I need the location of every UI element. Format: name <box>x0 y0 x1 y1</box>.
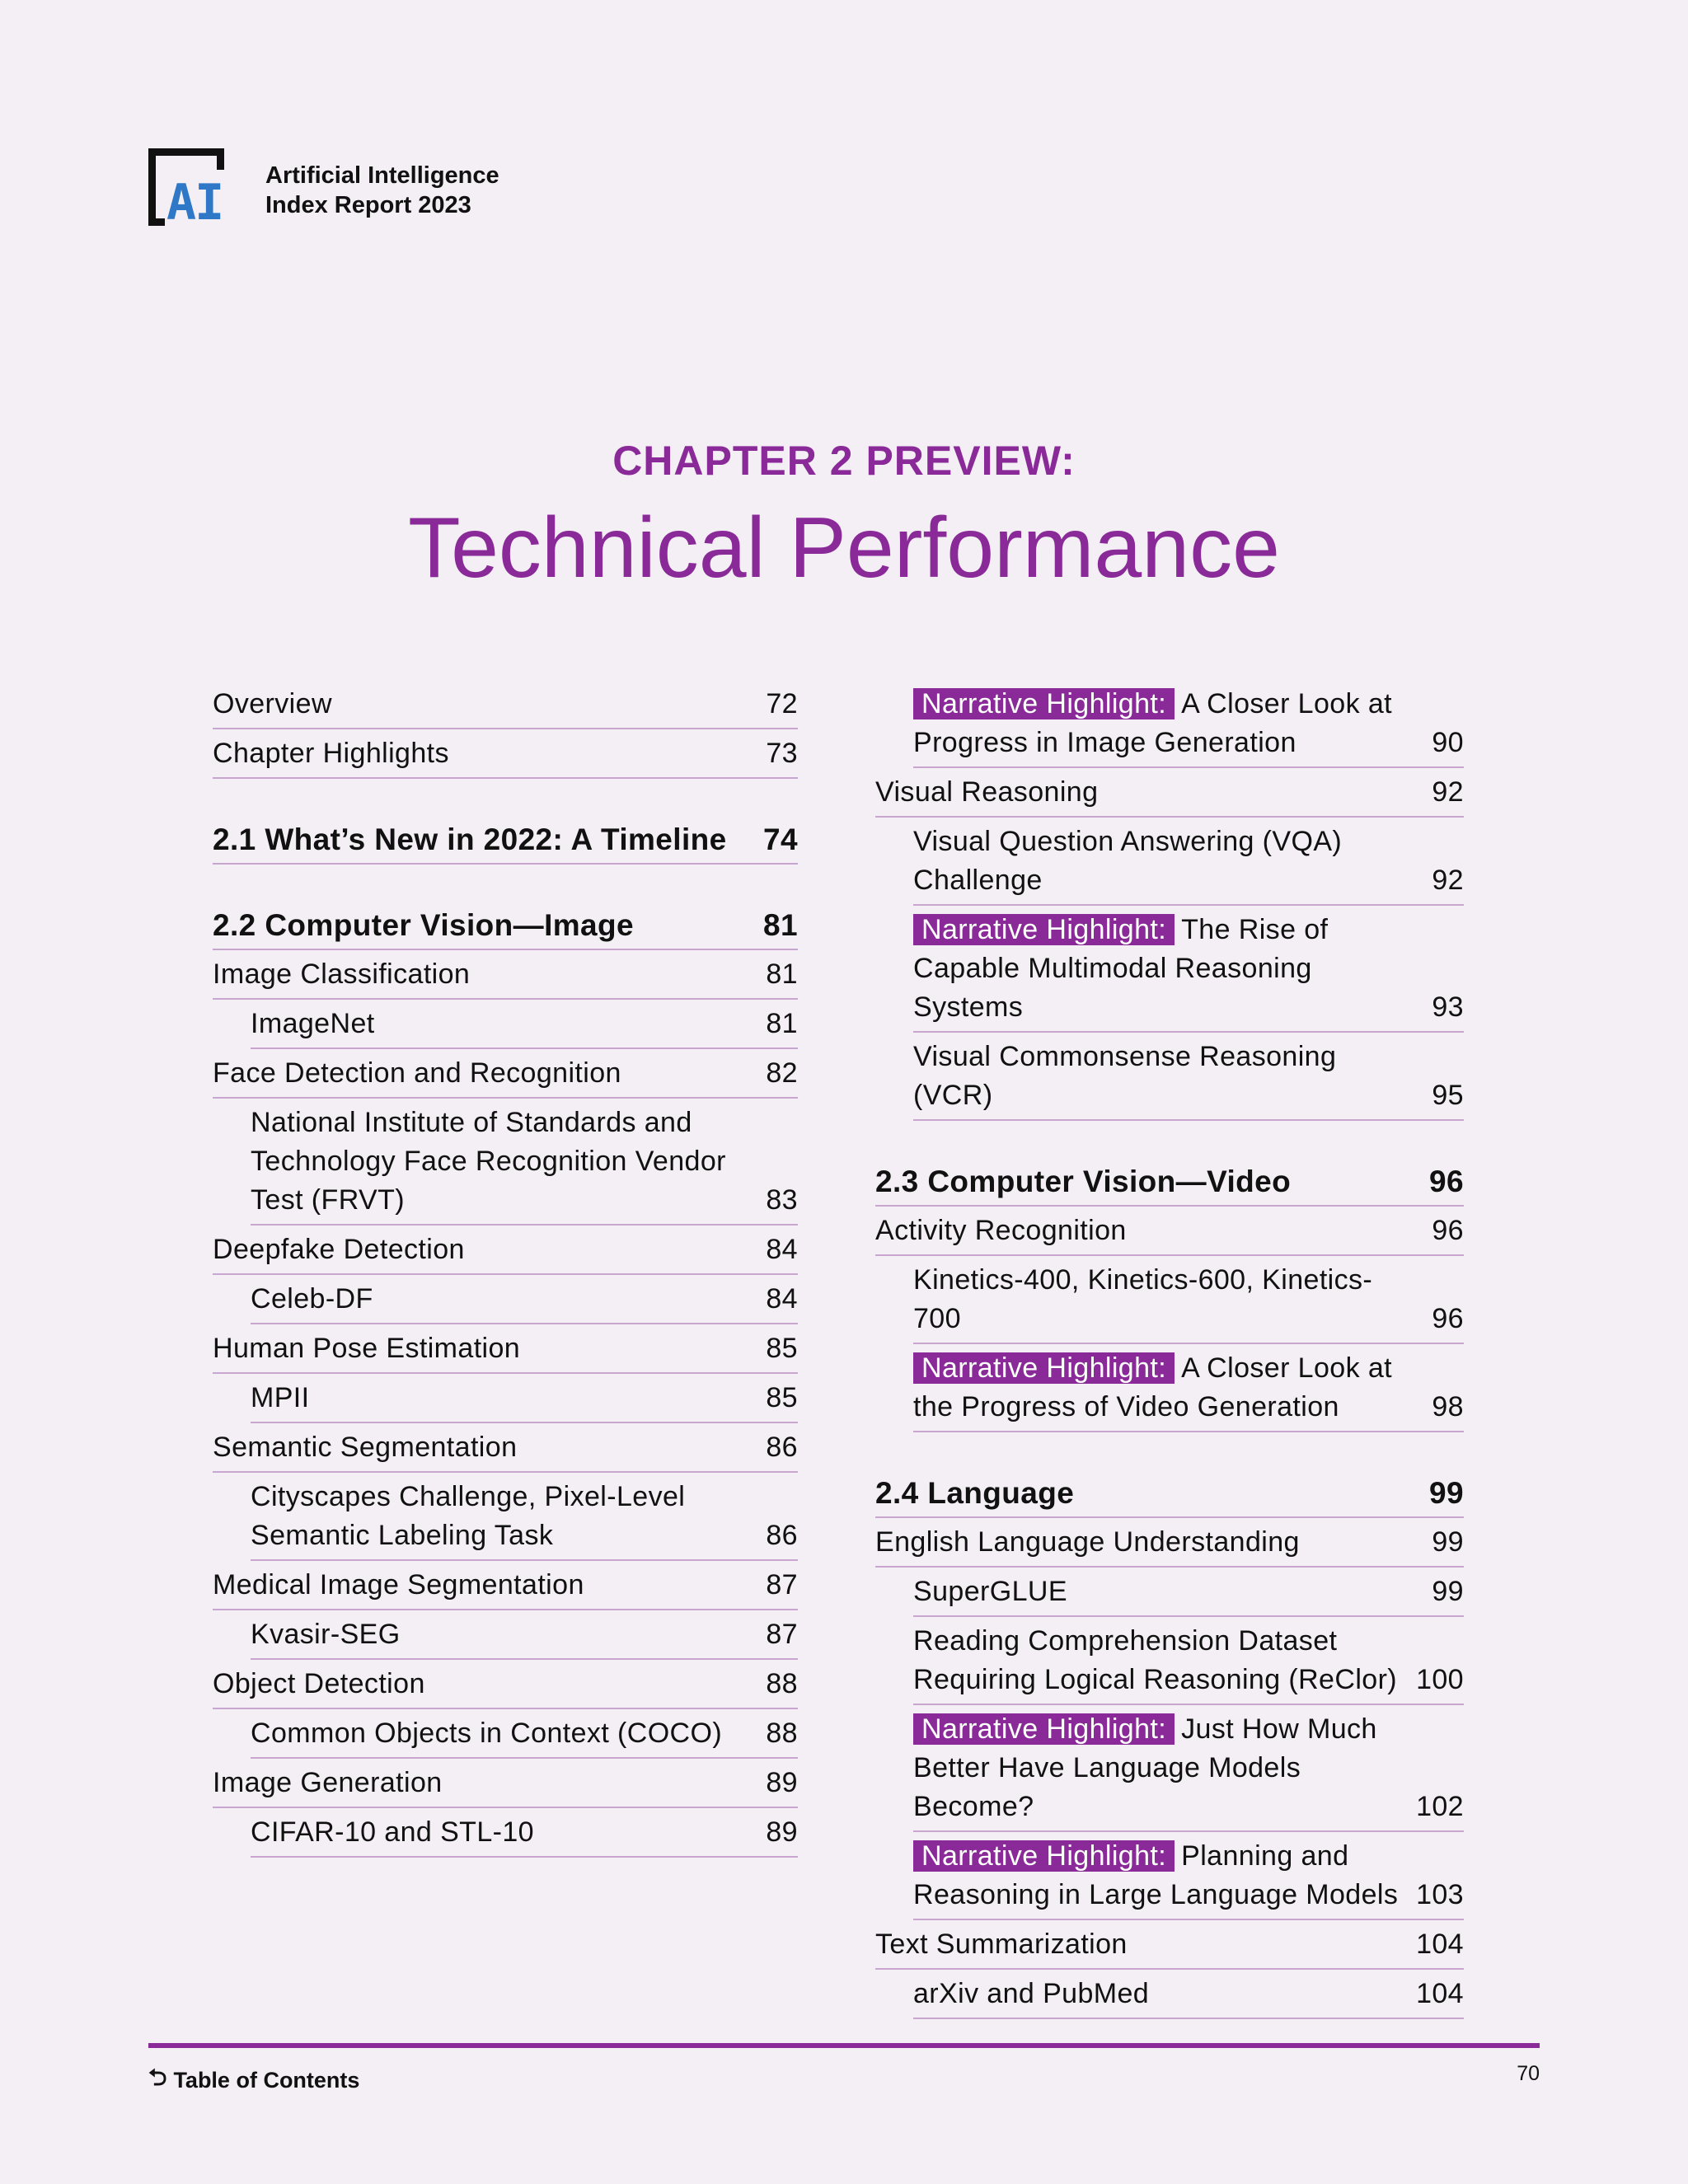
toc-entry[interactable] <box>875 1207 1464 1256</box>
toc-entry[interactable] <box>251 1709 798 1759</box>
toc-page-number: 96 <box>1432 1303 1464 1334</box>
toc-page-number: 72 <box>766 688 798 719</box>
toc-page-number: 93 <box>1432 991 1464 1023</box>
toc-entry-label: Image Classification <box>213 958 471 990</box>
toc-page-number: 90 <box>1432 727 1464 758</box>
toc-entry-label: Text Summarization <box>875 1929 1128 1960</box>
toc-entry-label: Narrative Highlight: Just How Much Better Have Language Models Become? <box>913 1713 1377 1822</box>
toc-page-number: 95 <box>1432 1080 1464 1111</box>
toc-entry[interactable] <box>213 1759 798 1808</box>
toc-entry[interactable] <box>875 768 1464 818</box>
toc-entry[interactable] <box>213 1324 798 1374</box>
toc-entry[interactable] <box>913 680 1464 768</box>
toc-entry[interactable] <box>913 1344 1464 1432</box>
toc-page-number: 86 <box>766 1432 798 1463</box>
narrative-highlight-badge: Narrative Highlight: <box>913 914 1175 945</box>
toc-entry[interactable] <box>913 1256 1464 1344</box>
toc-entry[interactable] <box>913 1832 1464 1920</box>
toc-entry[interactable] <box>213 1423 798 1473</box>
toc-entry-label: Narrative Highlight: A Closer Look at Progress in Image Generation <box>913 688 1392 758</box>
toc-entry-label: Visual Commonsense Reasoning (VCR) <box>913 1041 1337 1111</box>
toc-page-number: 88 <box>766 1668 798 1699</box>
toc-page-number: 99 <box>1429 1476 1464 1510</box>
brand-line-1: Artificial Intelligence <box>265 162 499 189</box>
toc-section-heading[interactable] <box>213 901 798 950</box>
toc-entry-label: Visual Reasoning <box>875 776 1099 808</box>
toc-entry[interactable] <box>875 1518 1464 1568</box>
chapter-label: CHAPTER 2 PREVIEW: <box>612 438 1076 484</box>
toc-entry-label: Kvasir-SEG <box>251 1619 401 1650</box>
toc-entry-label: arXiv and PubMed <box>913 1978 1150 2009</box>
toc-entry[interactable] <box>913 1617 1464 1705</box>
toc-page-number: 73 <box>766 738 798 769</box>
toc-entry[interactable] <box>251 1099 798 1226</box>
toc-page-number: 99 <box>1432 1526 1464 1558</box>
toc-entry-label: CIFAR-10 and STL-10 <box>251 1816 534 1848</box>
toc-entry[interactable] <box>913 1033 1464 1121</box>
toc-entry-label: 2.1 What’s New in 2022: A Timeline <box>213 823 727 856</box>
brand-line-2: Index Report 2023 <box>265 192 471 218</box>
toc-entry-label: Cityscapes Challenge, Pixel-Level Semantic Labeling Task <box>251 1481 686 1551</box>
page-number: 70 <box>1517 2062 1540 2085</box>
toc-entry[interactable] <box>251 1473 798 1561</box>
toc-page-number: 98 <box>1432 1391 1464 1422</box>
return-arrow-icon: ⮌ <box>148 2064 167 2090</box>
toc-entry-label: Common Objects in Context (COCO) <box>251 1718 723 1749</box>
toc-page-number: 92 <box>1432 865 1464 896</box>
toc-page-number: 92 <box>1432 776 1464 808</box>
toc-page-number: 89 <box>766 1767 798 1798</box>
toc-entry[interactable] <box>251 1808 798 1858</box>
toc-entry[interactable] <box>913 906 1464 1033</box>
toc-page-number: 100 <box>1416 1664 1464 1695</box>
toc-entry[interactable] <box>251 1374 798 1423</box>
ai-index-logo: AI <box>148 148 241 232</box>
toc-entry[interactable] <box>213 950 798 1000</box>
toc-page-number: 103 <box>1416 1879 1464 1910</box>
toc-page-number: 96 <box>1429 1165 1464 1198</box>
toc-entry-label: Reading Comprehension Dataset Requiring Logical Reasoning (ReClor) <box>913 1625 1398 1695</box>
toc-entry-label: 2.3 Computer Vision—Video <box>875 1165 1292 1198</box>
toc-entry[interactable] <box>213 729 798 779</box>
toc-section-heading[interactable] <box>875 1157 1464 1207</box>
toc-page-number: 74 <box>763 823 798 856</box>
toc-entry[interactable] <box>913 1568 1464 1617</box>
toc-entry-label: ImageNet <box>251 1008 375 1039</box>
toc-entry-label: Narrative Highlight: The Rise of Capable Multimodal Reasoning Systems <box>913 914 1329 1023</box>
toc-page-number: 104 <box>1416 1978 1464 2009</box>
toc-entry-label: Image Generation <box>213 1767 443 1798</box>
narrative-highlight-badge: Narrative Highlight: <box>913 1713 1175 1745</box>
toc-page-number: 84 <box>766 1234 798 1265</box>
toc-entry[interactable] <box>913 818 1464 906</box>
toc-entry[interactable] <box>213 1660 798 1709</box>
narrative-highlight-badge: Narrative Highlight: <box>913 1840 1175 1872</box>
toc-entry-label: Narrative Highlight: Planning and Reasoning in Large Language Models <box>913 1840 1399 1910</box>
toc-entry[interactable] <box>251 1610 798 1660</box>
toc-entry-label: Deepfake Detection <box>213 1234 465 1265</box>
toc-entry[interactable] <box>875 1920 1464 1970</box>
toc-page-number: 85 <box>766 1382 798 1413</box>
toc-entry[interactable] <box>251 1000 798 1049</box>
toc-page-number: 102 <box>1416 1791 1464 1822</box>
footer-divider <box>148 2043 1540 2048</box>
toc-entry[interactable] <box>213 1226 798 1275</box>
toc-entry-label: Face Detection and Recognition <box>213 1057 621 1089</box>
toc-entry-label: 2.2 Computer Vision—Image <box>213 908 634 942</box>
toc-section-heading[interactable] <box>213 815 798 865</box>
toc-entry-label: Activity Recognition <box>875 1215 1127 1246</box>
toc-entry-label: Visual Question Answering (VQA) Challenge <box>913 826 1343 896</box>
toc-entry-label: MPII <box>251 1382 310 1413</box>
toc-left-column <box>213 680 798 1858</box>
toc-page-number: 83 <box>766 1184 798 1216</box>
report-brand <box>265 161 499 220</box>
toc-page-number: 81 <box>763 908 798 942</box>
toc-entry[interactable] <box>251 1275 798 1324</box>
toc-entry[interactable] <box>913 1705 1464 1832</box>
toc-entry-label: SuperGLUE <box>913 1576 1067 1607</box>
toc-entry-label: Kinetics-400, Kinetics-600, Kinetics-700 <box>913 1264 1373 1334</box>
toc-page-number: 96 <box>1432 1215 1464 1246</box>
toc-entry[interactable] <box>213 1049 798 1099</box>
toc-page-number: 84 <box>766 1283 798 1315</box>
toc-entry-label: Object Detection <box>213 1668 425 1699</box>
page-title: Technical Performance <box>408 500 1280 596</box>
toc-entry[interactable] <box>213 1561 798 1610</box>
toc-entry[interactable] <box>913 1970 1464 2019</box>
toc-right-column <box>875 680 1464 2019</box>
toc-entry-label: Human Pose Estimation <box>213 1333 521 1364</box>
toc-entry-label: English Language Understanding <box>875 1526 1300 1558</box>
toc-page-number: 87 <box>766 1619 798 1650</box>
toc-entry-label: Semantic Segmentation <box>213 1432 518 1463</box>
toc-entry-label: National Institute of Standards and Technology Face Recognition Vendor Test (FRVT) <box>251 1107 726 1216</box>
toc-page-number: 99 <box>1432 1576 1464 1607</box>
table-of-contents-link[interactable] <box>148 2060 359 2100</box>
toc-entry-label: Overview <box>213 688 332 719</box>
narrative-highlight-badge: Narrative Highlight: <box>913 688 1175 719</box>
report-header <box>148 148 499 232</box>
toc-entry[interactable] <box>213 680 798 729</box>
toc-link-label: Table of Contents <box>173 2067 360 2093</box>
toc-entry-label: Medical Image Segmentation <box>213 1569 584 1601</box>
toc-entry-label: 2.4 Language <box>875 1476 1075 1510</box>
toc-page-number: 81 <box>766 1008 798 1039</box>
toc-page-number: 89 <box>766 1816 798 1848</box>
toc-page-number: 82 <box>766 1057 798 1089</box>
toc-page-number: 87 <box>766 1569 798 1601</box>
toc-page-number: 85 <box>766 1333 798 1364</box>
toc-page-number: 86 <box>766 1520 798 1551</box>
toc-section-heading[interactable] <box>875 1469 1464 1518</box>
toc-entry-label: Chapter Highlights <box>213 738 449 769</box>
toc-page-number: 81 <box>766 958 798 990</box>
toc-page-number: 104 <box>1416 1929 1464 1960</box>
toc-entry-label: Narrative Highlight: A Closer Look at the Progress of Video Generation <box>913 1352 1392 1422</box>
narrative-highlight-badge: Narrative Highlight: <box>913 1352 1175 1384</box>
toc-entry-label: Celeb-DF <box>251 1283 373 1315</box>
toc-page-number: 88 <box>766 1718 798 1749</box>
